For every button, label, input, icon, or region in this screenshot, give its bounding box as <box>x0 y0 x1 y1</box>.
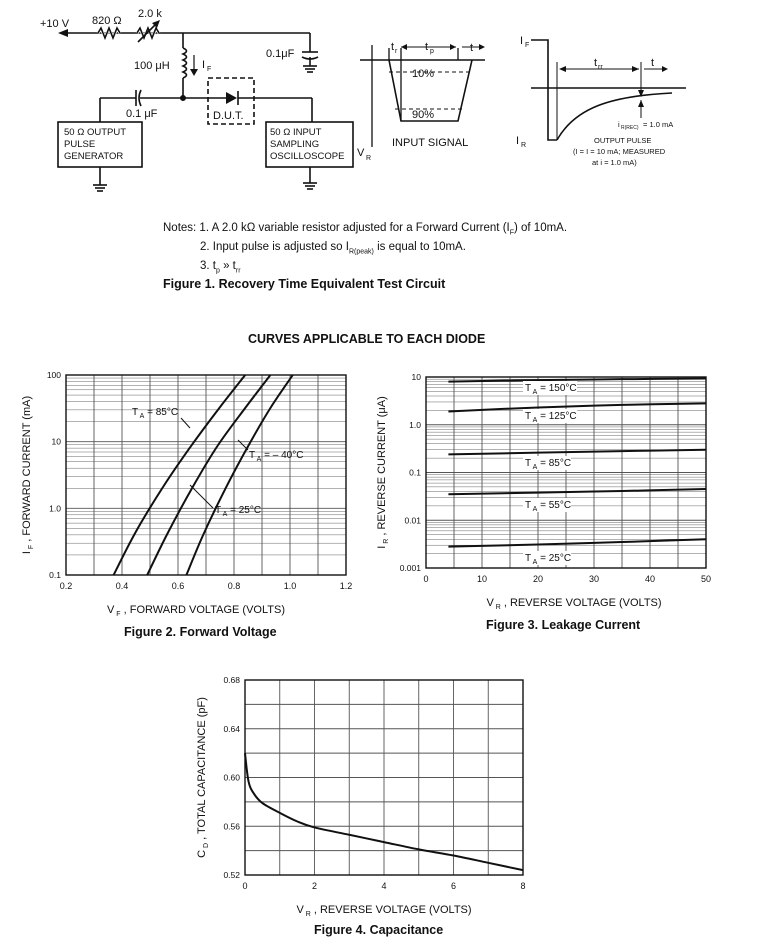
cap-series-label: 0.1 μF <box>126 108 158 120</box>
series-line <box>114 375 246 575</box>
x-axis-label: V $_R$ , REVERSE VOLTAGE (VOLTS) <box>486 597 662 611</box>
y-tick-label: 10 <box>51 436 61 447</box>
output-trr-sub: rr <box>598 64 603 71</box>
x-tick-label: 2 <box>311 881 318 891</box>
leakage-current-chart <box>375 360 775 640</box>
x-tick-label: 1.0 <box>283 581 297 591</box>
generator-line-2: PULSE <box>64 139 96 150</box>
capacitance-chart <box>190 670 550 940</box>
x-tick-label: 0.4 <box>115 581 129 591</box>
input-tp: t <box>425 41 429 53</box>
note-3: 3. $t_p$ » $t_{rr}$ <box>200 260 241 275</box>
dut-label: D.U.T. <box>213 110 244 122</box>
series-label: T $_A$ = 25°C <box>215 505 262 518</box>
resistor-label: 820 Ω <box>92 15 122 27</box>
series-label: T $_A$ = 85°C <box>525 458 572 471</box>
input-tp-sub: p <box>430 48 434 55</box>
inductor-label: 100 μH <box>134 60 170 72</box>
x-axis-label: V $_R$ , REVERSE VOLTAGE (VOLTS) <box>296 904 472 918</box>
x-tick-label: 10 <box>476 574 488 584</box>
input-tr-sub: r <box>395 48 398 55</box>
y-axis-label: I $_F$ , FORWARD CURRENT (mA) <box>21 395 35 555</box>
y-tick-label: 10 <box>411 372 421 382</box>
input-t: t <box>470 42 474 54</box>
figure-4-caption: Figure 4. Capacitance <box>314 923 444 937</box>
output-irrec-sub: R(REC) <box>621 125 639 131</box>
x-tick-label: 8 <box>520 881 526 891</box>
output-if: I <box>520 35 524 47</box>
x-tick-label: 0 <box>242 881 248 891</box>
input-tr: t <box>391 41 395 53</box>
figure-2-caption: Figure 2. Forward Voltage <box>124 625 277 639</box>
output-t: t <box>651 57 655 69</box>
y-tick-label: 1.0 <box>49 503 61 514</box>
x-tick-label: 6 <box>450 881 457 891</box>
grid <box>245 680 523 875</box>
series-label: T $_A$ = – 40°C <box>249 450 304 463</box>
scope-line-3: OSCILLOSCOPE <box>270 151 345 162</box>
x-tick-label: 50 <box>700 574 712 584</box>
input-vr: V <box>357 147 365 159</box>
series-label: T $_A$ = 85°C <box>132 407 179 420</box>
series-line <box>448 539 706 546</box>
y-tick-label: 0.68 <box>223 675 240 685</box>
input-vr-sub: R <box>366 155 372 162</box>
output-note-2: at i = 1.0 mA) <box>592 158 637 167</box>
output-irrec-label: i <box>618 120 620 129</box>
x-tick-label: 1.2 <box>339 581 353 591</box>
y-tick-label: 0.56 <box>223 821 240 832</box>
y-tick-label: 0.1 <box>409 467 421 478</box>
series-line <box>448 450 706 455</box>
output-ir: I <box>516 135 520 147</box>
x-axis-label: V $_F$ , FORWARD VOLTAGE (VOLTS) <box>107 604 285 618</box>
y-tick-label: 100 <box>46 370 61 380</box>
x-tick-label: 4 <box>381 881 387 891</box>
series-line <box>186 375 292 575</box>
series-label: T $_A$ = 125°C <box>525 411 577 424</box>
x-tick-label: 40 <box>644 574 656 584</box>
output-ir-sub: R <box>521 142 527 149</box>
y-axis-label: C $_D$ , TOTAL CAPACITANCE (pF) <box>196 697 210 858</box>
generator-line-1: 50 Ω OUTPUT <box>64 127 127 138</box>
generator-line-3: GENERATOR <box>64 151 124 162</box>
series-label: T $_A$ = 150°C <box>525 383 577 396</box>
x-tick-label: 0.8 <box>227 581 241 591</box>
current-label: I <box>202 59 206 71</box>
y-tick-label: 0.01 <box>404 515 421 526</box>
input-90pct: 90% <box>412 109 435 121</box>
test-circuit-diagram <box>0 0 775 215</box>
y-tick-label: 1.0 <box>409 419 421 430</box>
y-tick-label: 0.1 <box>49 570 61 580</box>
x-tick-label: 0 <box>423 574 429 584</box>
output-if-sub: F <box>525 42 530 49</box>
x-tick-label: 20 <box>532 574 544 584</box>
series-label: T $_A$ = 25°C <box>525 553 572 566</box>
pot-label: 2.0 k <box>138 8 162 20</box>
input-10pct: 10% <box>412 68 435 80</box>
note-1: Notes: 1. A 2.0 kΩ variable resistor adjusted for a Forward Current $(I_F)$ of 10mA. <box>163 222 568 237</box>
scope-line-1: 50 Ω INPUT <box>270 127 322 138</box>
output-irrec: = 1.0 mA <box>643 120 674 129</box>
x-tick-label: 30 <box>588 574 600 584</box>
supply-label: +10 V <box>40 18 70 30</box>
series-label: T $_A$ = 55°C <box>525 500 572 513</box>
y-axis-label: I $_R$ , REVERSE CURRENT (μA) <box>376 396 390 549</box>
output-note-1: (I = I = 10 mA; MEASURED <box>573 147 666 156</box>
series-line <box>147 375 270 575</box>
x-tick-label: 0.2 <box>59 581 73 591</box>
section-heading: CURVES APPLICABLE TO EACH DIODE <box>248 332 486 346</box>
input-signal-label: INPUT SIGNAL <box>392 137 469 149</box>
output-title: OUTPUT PULSE <box>594 136 652 145</box>
cap-top-label: 0.1μF <box>266 48 295 60</box>
y-tick-label: 0.60 <box>223 772 240 783</box>
series-leader <box>181 418 190 428</box>
scope-line-2: SAMPLING <box>270 139 320 150</box>
figure-3-caption: Figure 3. Leakage Current <box>486 618 641 632</box>
y-tick-label: 0.52 <box>223 870 240 880</box>
grid <box>66 375 346 575</box>
input-signal-waveform <box>360 44 485 147</box>
note-2: 2. Input pulse is adjusted so $I_{R(peak)}$ is equal to 10mA. <box>200 241 466 256</box>
y-tick-label: 0.64 <box>223 723 240 734</box>
current-sub: F <box>207 66 212 73</box>
output-trr: t <box>594 57 598 69</box>
x-tick-label: 0.6 <box>171 581 185 591</box>
y-tick-label: 0.001 <box>399 563 421 573</box>
forward-voltage-chart <box>0 360 380 645</box>
figure-1-caption: Figure 1. Recovery Time Equivalent Test Circuit <box>163 277 446 291</box>
